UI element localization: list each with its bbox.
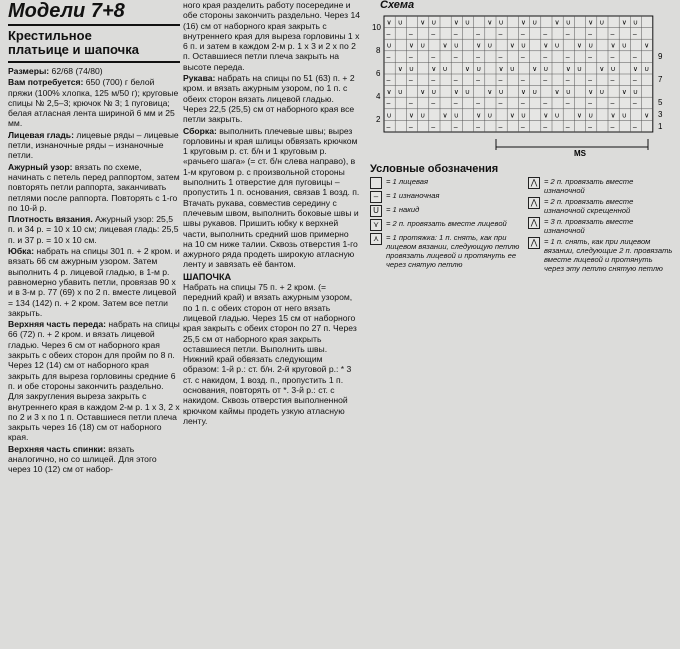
stockinette-value: лицевые ряды – лицевые петли, изнаночные ряды – изнаночные петли. (8, 129, 179, 161)
legend-column-right (528, 175, 673, 275)
chart-stitch-symbol: – (498, 31, 503, 39)
chart-stitch-symbol: – (588, 124, 593, 132)
front-value: набрать на спицы 66 (72) п. + 2 кром. и вязать лицевой гладью. Через 6 см от наборного края закрыть с обеих сторон для пройм по 8 п. Через 12 (14) см от наборного края закрыть для выреза горловины средние 6 п. и обе стороны закончить раздельно. Для закругления выреза закрыть с внутреннего края в каждом 2-м р. 1 х 3, 2 х по 2 и 3 х по 1 п. Оставшиеся петли плеча закрыть через 16 (18) см от наборного края. (8, 319, 180, 443)
chart-stitch-symbol: – (632, 124, 637, 132)
chart-stitch-symbol: – (588, 77, 593, 85)
chart-stitch-symbol: ∪ (420, 42, 426, 50)
chart-stitch-symbol: – (520, 124, 525, 132)
p2tog-symbol-icon: ⋀ (528, 177, 540, 189)
title-rule (8, 24, 180, 26)
chart-stitch-symbol: – (632, 77, 637, 85)
chart-stitch-symbol: ∨ (610, 112, 616, 120)
chart-stitch-symbol: ∪ (453, 112, 459, 120)
chart-stitch-symbol: – (498, 54, 503, 62)
chart-stitch-symbol: ∨ (565, 66, 571, 74)
legend-item-skp (370, 233, 520, 269)
sleeves-label: Рукава: (183, 73, 216, 84)
legend-text: = 2 п. провязать вместе изнаночной (544, 176, 634, 195)
chart-stitch-symbol: – (476, 124, 481, 132)
chart-stitch-symbol: – (386, 100, 391, 108)
legend-text: = 1 изнаночная (386, 190, 440, 200)
sk2p-symbol-icon: ⋀ (528, 237, 540, 249)
legend-text: = 1 протяжка: 1 п. снять, как при лицевом вязании, следующую петлю провязать лицевой и протянуть ее через снятую петлю (386, 232, 520, 269)
skirt-paragraph (8, 246, 180, 318)
chart-stitch-symbol: ∨ (442, 112, 448, 120)
chart-stitch-symbol: – (386, 31, 391, 39)
chart-stitch-symbol: ∨ (509, 42, 515, 50)
lace-value: вязать по схеме, начинать с петель перед раппортом, затем повторять петли раппорта, заканчивать петлями после раппорта. Повторять с 1-го по 10-й р. (8, 161, 180, 213)
chart-stitch-symbol: ∪ (487, 42, 493, 50)
chart-stitch-symbol: ∨ (610, 42, 616, 50)
row-label-9: 9 (658, 52, 663, 62)
chart-stitch-symbol: ∪ (621, 42, 627, 50)
chart-stitch-symbol: – (610, 124, 615, 132)
chart-stitch-symbol: – (431, 77, 436, 85)
legend-column-left (370, 175, 520, 275)
assembly-label: Сборка: (183, 125, 217, 136)
legend-text: = 3 п. провязать вместе изнаночной (544, 216, 634, 235)
chart-stitch-symbol: – (476, 31, 481, 39)
back-label: Верхняя часть спинки: (8, 443, 106, 454)
chart-stitch-symbol: ∨ (420, 89, 426, 97)
column-1 (8, 0, 180, 476)
legend-item-sk2p (528, 237, 673, 273)
chart-stitch-symbol: ∨ (386, 89, 392, 97)
chart-stitch-symbol: – (408, 100, 413, 108)
chart-stitch-symbol: ∪ (532, 89, 538, 97)
row-label-8: 8 (376, 46, 381, 56)
chart-stitch-symbol: – (543, 54, 548, 62)
chart-stitch-symbol: ∨ (576, 112, 583, 120)
chart-stitch-symbol: ∨ (632, 66, 639, 74)
knitting-chart (362, 10, 674, 158)
chart-stitch-symbol: ∪ (599, 19, 605, 27)
chart-stitch-symbol: ∪ (442, 66, 448, 74)
row-label-2: 2 (376, 115, 381, 125)
chart-stitch-symbol: – (498, 77, 503, 85)
chart-stitch-symbol: – (543, 31, 548, 39)
chart-stitch-symbol: ∨ (464, 66, 471, 74)
hat-paragraph: Набрать на спицы 75 п. + 2 кром. (= передний край) и вязать ажурным узором, по 1 п. с обеих сторон от него вязать лицевой гладью. Через 15 см от наборного края закрыть с обеих сторон по 27 п. Через 25,5 см от наборного края закрыть оставшиеся петли. Выполнить швы. Нижний край обвязать следующим образом: 1-й р.: ст. б/н. 2-й круговой р.: * 3 ст. с накидом, 1 возд. п., пропустить 1 п. основания, повторять от *. 3-й р.: ст. с накидом. Сквозь отверстия выполненной крючком каймы продеть узкую атласную ленту. (183, 282, 357, 426)
chart-stitch-symbol: – (431, 124, 436, 132)
chart-stitch-symbol: – (565, 124, 570, 132)
chart-stitch-symbol: ∪ (554, 112, 560, 120)
chart-stitch-symbol: – (520, 54, 525, 62)
chart-stitch-symbol: ∪ (464, 19, 471, 27)
chart-stitch-symbol: ∪ (565, 19, 571, 27)
chart-stitch-symbol: ∪ (408, 66, 415, 74)
chart-stitch-symbol: – (565, 31, 570, 39)
chart-stitch-symbol: ∨ (554, 89, 560, 97)
chart-stitch-symbol: ∨ (599, 66, 605, 74)
chart-stitch-symbol: – (632, 54, 637, 62)
chart-stitch-symbol: ∨ (431, 66, 437, 74)
legend-title: Условные обозначения (370, 163, 499, 176)
legend-item-p2tog-tbl (528, 197, 673, 215)
lace-paragraph (8, 162, 180, 213)
legend-text: = 2 п. провязать вместе лицевой (386, 218, 507, 228)
stockinette-paragraph (8, 130, 180, 161)
column-3: Схема ∨ ∪ ∨ ∪ ∨ ∪ ∨ ∪ ∨ ∪ ∨ ∪ ∨ ∪ ∨ ∪ – – – – – – – – – – – – ∪ ∨ ∪ ∨ ∪ ∨ ∪ ∨ ∪ ∨ ∪ ∨ ∪ ∨ ∪ ∨ – – – – – – – – – – – – ∨ ∪ ∨ ∪ ∨ ∪ ∨ ∪ ∨ ∪ ∨ ∪ ∨ ∪ ∨ ∪ – – – – – – – – – – – – ∨ ∪ ∨ ∪ ∨ ∪ ∨ ∪ ∨ ∪ ∨ ∪ ∨ ∪ ∨ ∪ – – – – – – – – – – – – ∪ ∨ ∪ ∨ ∪ ∨ ∪ ∨ ∪ ∨ ∪ ∨ ∪ ∨ ∪ ∨ – – – – – – – – – – – – 10 8 6 4 2 9 7 5 3 1 MS Условные обозначения = 1 лицевая – = 1 изнаночная U = 1 накид ⋎ = 2 п. провязать вместе лицевой ⋏ = 1 протяжка: 1 п. снять, как при лицевом вязании, следующую петлю провязать лицевой и протянуть ее через снятую петлю ⋀ = 2 п. провязать вместе изнаночной ⋀ = 2 п. провязать вместе изнаночной скрещенной ⋀ = 3 п. провязать вместе изнаночной ⋀ = 1 п. снять, как при лицевом вязании, следующие 2 п. провязать вместе лицевой и протянуть через эту петлю снятую петлю 1/2 переда и спинки 5 6 5 10 (12) 6 66 13 (14) 16,5 (18,5) 10 (12) 1/2 рукава 25,5 (22,5) 4 10,5 10,5 15 25,5 1/2 шапочки 14,5 (362, 0, 673, 648)
chart-stitch-symbol: ∪ (487, 112, 493, 120)
gauge-value: Ажурный узор: 25,5 п. и 34 р. = 10 х 10 см; лицевая гладь: 25,5 п. и 37 р. = 10 х 10 см. (8, 214, 179, 245)
chart-stitch-symbol: – (476, 54, 481, 62)
chart-stitch-symbol: ∨ (520, 89, 527, 97)
chart-stitch-symbol: ∨ (442, 42, 448, 50)
legend-item-k2tog (370, 219, 520, 231)
chart-stitch-symbol: – (565, 100, 570, 108)
chart-stitch-symbol: – (408, 77, 413, 85)
legend-text: = 2 п. провязать вместе изнаночной скрещенной (544, 196, 634, 215)
gauge-label: Плотность вязания. (8, 214, 93, 225)
sleeves-paragraph (183, 73, 360, 124)
chart-stitch-symbol: – (408, 54, 413, 62)
chart-stitch-symbol: ∪ (386, 112, 392, 120)
chart-stitch-symbol: – (453, 100, 458, 108)
legend-item-p2tog (528, 177, 673, 195)
stockinette-label: Лицевая гладь: (8, 129, 74, 140)
chart-stitch-symbol: – (543, 77, 548, 85)
chart-stitch-symbol: – (453, 54, 458, 62)
subtitle-line-1: Крестильное (8, 28, 92, 43)
row-label-4: 4 (376, 92, 381, 102)
legend-item-purl (370, 191, 520, 203)
chart-stitch-symbol: ∨ (543, 112, 549, 120)
chart-stitch-symbol: ∨ (476, 112, 482, 120)
legend-columns (370, 175, 674, 275)
rapport-label: MS (574, 149, 586, 159)
chart-stitch-symbol: ∨ (644, 42, 650, 50)
back-paragraph (8, 444, 180, 475)
row-label-1: 1 (658, 122, 663, 132)
chart-stitch-symbol: ∨ (397, 66, 403, 74)
chart-stitch-symbol: – (520, 31, 525, 39)
chart-stitch-symbol: ∨ (554, 19, 560, 27)
row-label-3: 3 (658, 110, 663, 120)
materials-paragraph (8, 77, 180, 128)
chart-stitch-symbol: – (610, 31, 615, 39)
chart-stitch-symbol: – (453, 77, 458, 85)
chart-stitch-symbol: ∪ (554, 42, 560, 50)
chart-stitch-symbol: ∪ (588, 112, 594, 120)
chart-stitch-symbol: – (386, 124, 391, 132)
chart-stitch-symbol: – (632, 31, 637, 39)
chart-stitch-symbol: ∪ (576, 66, 583, 74)
chart-stitch-symbol: ∪ (420, 112, 426, 120)
column-2 (183, 0, 360, 427)
chart-stitch-symbol: ∨ (408, 42, 415, 50)
chart-stitch-symbol: – (453, 31, 458, 39)
chart-stitch-symbol: – (453, 124, 458, 132)
materials-value: 650 (700) г белой пряжи (100% хлопка, 125 м/50 г); круговые спицы № 2,5–3; крючок № 3; 1 пуговица; белая атласная лента шириной 6 мм и 25 мм. (8, 77, 179, 129)
skirt-value: набрать на спицы 301 п. + 2 кром. и вязать 66 см ажурным узором. Затем выполнить 4 р. лицевой гладью, в 1-м р. равномерно убавить петли, провязав 90 х и в 3-м р. 77 (69) х по 2 п. вместе лицевой = 134 (142) п. + 2 кром. Затем все петли закрыть. (8, 246, 180, 318)
chart-stitch-symbol: ∪ (632, 19, 639, 27)
chart-stitch-symbol: – (498, 100, 503, 108)
p3tog-symbol-icon: ⋀ (528, 217, 540, 229)
schema-title: Схема (380, 0, 415, 11)
chart-stitch-symbol: ∪ (599, 89, 605, 97)
chart-stitch-symbol: – (520, 100, 525, 108)
assembly-value: выполнить плечевые швы; вырез горловины и края шлицы обвязать крючком 1 круговым р. ст. б/н и 1 круговым р. «рачьего шага» (= ст. б/н слева направо), в 1-м круговом р. с произвольной стороны выполнить 1 отверстие для пуговицы – пропустить 1 п. основания, связав 1 возд. п. Втачать рукава, совместив середину с плечевым швом, выполнить боковые швы и швы рукавов. Пришить юбку к верхней части, выполнить средний шов примерно на 10 см ниже талии. Сквозь отверстия 1-го ажурного ряда продеть широкую атласную ленту и завязать её бантом. (183, 125, 360, 270)
legend-item-knit (370, 177, 520, 189)
gauge-paragraph (8, 214, 180, 245)
subtitle-rule (8, 61, 180, 63)
legend-text: = 1 лицевая (386, 176, 429, 186)
assembly-paragraph (183, 126, 360, 270)
chart-stitch-symbol: ∪ (453, 42, 459, 50)
chart-stitch-symbol: ∨ (386, 19, 392, 27)
chart-stitch-symbol: ∪ (588, 42, 594, 50)
chart-stitch-symbol: ∪ (632, 89, 639, 97)
chart-stitch-symbol: ∨ (621, 89, 627, 97)
page-title: Модели 7+8 (8, 0, 125, 22)
chart-stitch-symbol: – (431, 31, 436, 39)
chart-stitch-symbol: ∨ (576, 42, 583, 50)
chart-stitch-symbol: – (565, 54, 570, 62)
row-label-6: 6 (376, 69, 381, 79)
chart-stitch-symbol: – (588, 100, 593, 108)
chart-stitch-symbol: ∨ (644, 112, 650, 120)
chart-stitch-symbol: – (408, 124, 413, 132)
materials-label: Вам потребуется: (8, 77, 84, 88)
chart-stitch-symbol: ∪ (543, 66, 549, 74)
chart-stitch-symbol: ∪ (520, 112, 527, 120)
front-paragraph (8, 319, 180, 443)
legend-item-yarn-over (370, 205, 520, 217)
sizes-value: 62/68 (74/80) (51, 66, 103, 76)
legend-text: = 1 накид (386, 204, 420, 214)
model-subtitle (8, 29, 180, 57)
chart-stitch-symbol: ∪ (464, 89, 471, 97)
chart-stitch-symbol: – (386, 77, 391, 85)
chart-stitch-symbol: ∪ (397, 19, 403, 27)
chart-stitch-symbol: ∨ (532, 66, 538, 74)
chart-stitch-symbol: ∪ (610, 66, 616, 74)
legend (370, 164, 674, 274)
chart-stitch-symbol: ∨ (588, 89, 594, 97)
chart-stitch-symbol: – (476, 100, 481, 108)
chart-stitch-symbol: ∪ (397, 89, 403, 97)
chart-stitch-symbol: – (588, 31, 593, 39)
legend-item-p3tog (528, 217, 673, 235)
chart-stitch-symbol: – (543, 100, 548, 108)
chart-stitch-symbol: ∨ (520, 19, 527, 27)
chart-stitch-symbol: ∪ (509, 66, 515, 74)
chart-stitch-symbol: – (408, 31, 413, 39)
knit-symbol-icon (370, 177, 382, 189)
row-label-7: 7 (658, 75, 663, 85)
hat-heading: ШАПОЧКА (183, 271, 232, 282)
chart-stitch-symbol: – (543, 124, 548, 132)
k2tog-symbol-icon: ⋎ (370, 219, 382, 231)
chart-stitch-symbol: ∪ (565, 89, 571, 97)
chart-stitch-symbol: ∨ (476, 42, 482, 50)
chart-stitch-symbol: ∪ (621, 112, 627, 120)
back-value: вязать аналогично, но со шлицей. Для этого через 10 (12) см от набор- (8, 443, 157, 475)
p2tog-tbl-symbol-icon: ⋀ (528, 197, 540, 209)
chart-stitch-symbol: ∪ (644, 66, 650, 74)
chart-stitch-symbol: ∪ (431, 89, 437, 97)
chart-stitch-symbol: ∨ (487, 89, 493, 97)
chart-stitch-symbol: ∨ (588, 19, 594, 27)
chart-stitch-symbol: – (610, 77, 615, 85)
sizes-paragraph (8, 66, 180, 76)
back-continuation: ного края разделить работу посередине и обе стороны закончить раздельно. Через 14 (16) см от наборного края закрыть с внутреннего края для выреза горловины 1 х 6 п. и затем в каждом 2-м р. 1 х 3 и 2 х по 2 п. Оставшиеся петли плеча закрыть на высоте переда. (183, 0, 360, 72)
chart-stitch-symbol: – (520, 77, 525, 85)
chart-stitch-symbol: – (565, 77, 570, 85)
chart-stitch-symbol: – (498, 124, 503, 132)
lace-label: Ажурный узор: (8, 161, 73, 172)
chart-stitch-symbol: – (610, 100, 615, 108)
chart-stitch-symbol: – (386, 54, 391, 62)
chart-stitch-symbol: – (476, 77, 481, 85)
chart-stitch-symbol: – (431, 100, 436, 108)
chart-stitch-symbol: ∨ (621, 19, 627, 27)
row-label-5: 5 (658, 98, 663, 108)
chart-stitch-symbol: ∨ (498, 66, 504, 74)
chart-stitch-symbol: ∪ (532, 19, 538, 27)
chart-stitch-symbol: ∨ (509, 112, 515, 120)
chart-stitch-symbol: ∨ (420, 19, 426, 27)
chart-stitch-symbol: ∪ (386, 42, 392, 50)
row-label-10: 10 (372, 23, 381, 33)
chart-stitch-symbol: ∪ (520, 42, 527, 50)
skirt-label: Юбка: (8, 246, 35, 257)
chart-stitch-symbol: ∨ (487, 19, 493, 27)
sleeves-value: набрать на спицы по 51 (63) п. + 2 кром. и вязать ажурным узором, по 1 п. с обеих сторон вязать лицевой гладью. Через 22,5 (25,5) см от наборного края все петли закрыть. (183, 73, 355, 125)
legend-text: = 1 п. снять, как при лицевом вязании, следующие 2 п. провязать вместе лицевой и протянуть через эту петлю снятую петлю (544, 236, 673, 273)
chart-stitch-symbol: ∪ (476, 66, 482, 74)
purl-symbol-icon: – (370, 191, 382, 203)
sizes-label: Размеры: (8, 66, 50, 76)
chart-stitch-symbol: ∪ (498, 89, 504, 97)
chart-stitch-symbol: ∪ (498, 19, 504, 27)
skp-symbol-icon: ⋏ (370, 233, 382, 245)
chart-stitch-symbol: ∨ (453, 89, 459, 97)
chart-stitch-symbol: ∨ (408, 112, 415, 120)
front-label: Верхняя часть переда: (8, 319, 107, 330)
yarn-over-symbol-icon: U (370, 205, 382, 217)
chart-stitch-symbol: ∨ (543, 42, 549, 50)
chart-stitch-symbol: – (632, 100, 637, 108)
chart-stitch-symbol: ∨ (453, 19, 459, 27)
chart-stitch-symbol: ∪ (431, 19, 437, 27)
chart-stitch-symbol: – (431, 54, 436, 62)
chart-stitch-symbol: – (610, 54, 615, 62)
chart-stitch-symbol: – (588, 54, 593, 62)
subtitle-line-2: платьице и шапочка (8, 42, 139, 57)
